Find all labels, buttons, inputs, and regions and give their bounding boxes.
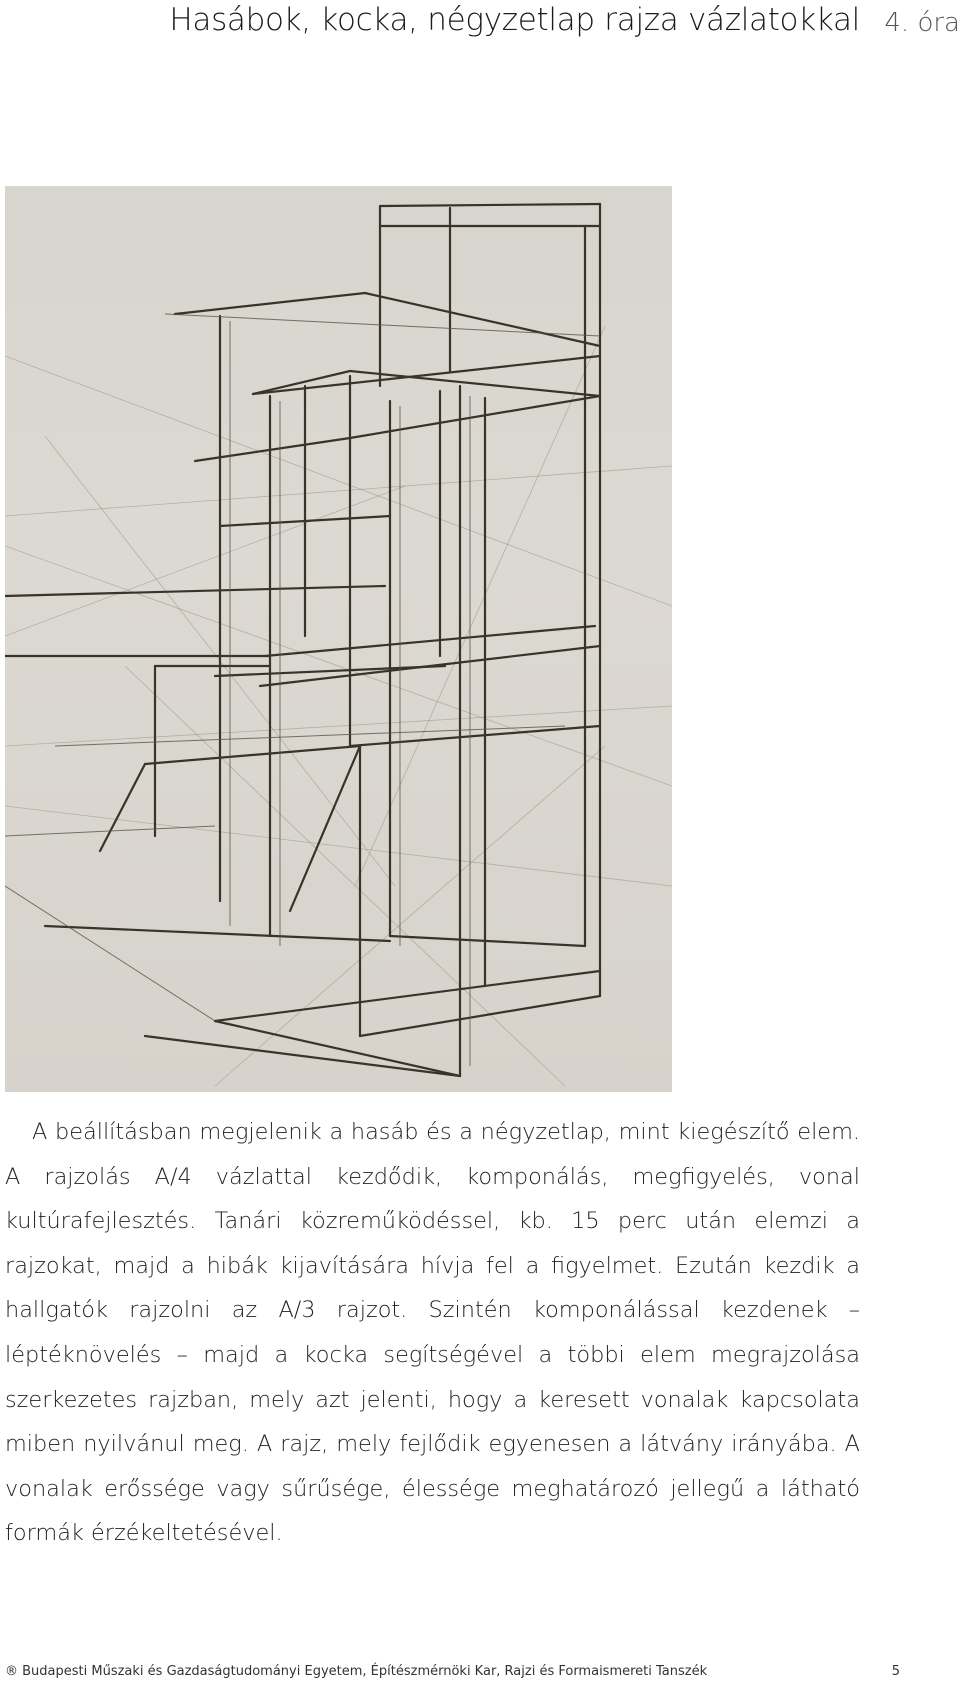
body-paragraph-block — [5, 1110, 860, 1556]
fine-lines — [5, 314, 600, 1066]
page-header — [0, 0, 960, 48]
footer-credit: ® Budapesti Műszaki és Gazdaságtudományi Egyetem, Építészmérnöki Kar, Rajzi és Formaismereti Tanszék — [5, 1664, 708, 1679]
structure-lines — [5, 204, 600, 1076]
page-footer — [5, 1664, 960, 1684]
body-paragraph: A beállításban megjelenik a hasáb és a négyzetlap, mint kiegészítő elem. A rajzolás A/4 vázlattal kezdődik, komponálás, megfigyelés, vonal kultúrafejlesztés. Tanári közreműködéssel, kb. 15 perc után elemzi a rajzokat, majd a hibák kijavítására hívja fel a figyelmet. Ezután kezdik a hallgatók rajzolni az A/3 rajzot. Szintén komponálással kezdenek – léptéknövelés – majd a kocka segítségével a többi elem megrajzolása szerkezetes rajzban, mely azt jelenti, hogy a keresett vonalak kapcsolata miben nyilvánul meg. A rajz, mely fejlődik egyenesen a látvány irányába. A vonalak erőssége vagy sűrűsége, élessége meghatározó jellegű a látható formák érzékeltetésével. — [5, 1119, 860, 1547]
chapter-label: 4. óra — [884, 8, 960, 38]
page-title: Hasábok, kocka, négyzetlap rajza vázlatokkal — [169, 2, 860, 38]
sketch-drawing — [5, 186, 672, 1092]
page-number: 5 — [891, 1664, 900, 1679]
